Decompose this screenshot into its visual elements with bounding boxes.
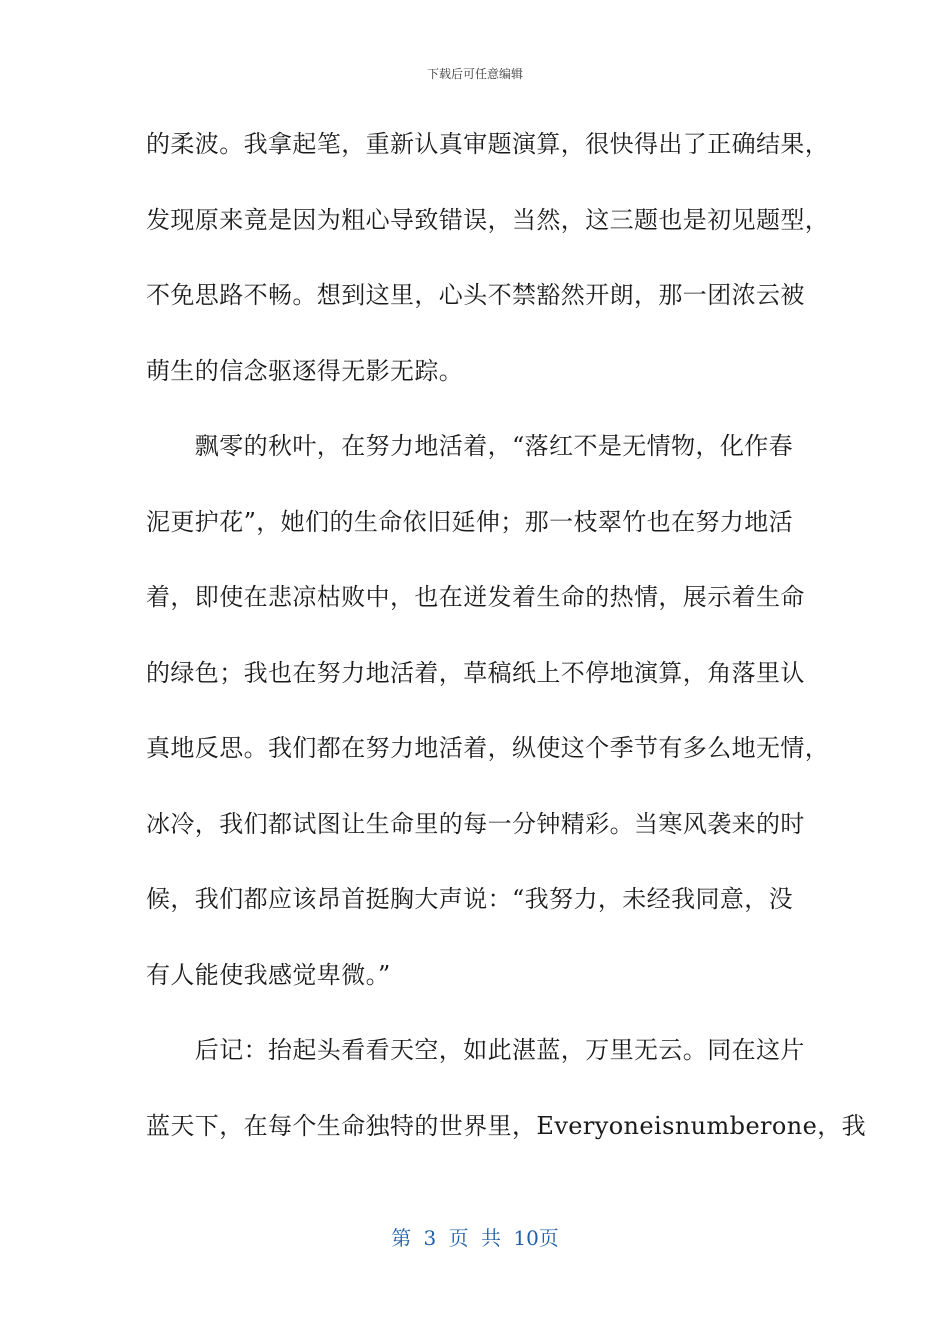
text-line: 不免思路不畅。想到这里，心头不禁豁然开朗，那一团浓云被 [146,281,805,309]
text-line: 着，即使在悲凉枯败中，也在迸发着生命的热情，展示着生命 [146,583,805,611]
text-line: 冰冷，我们都试图让生命里的每一分钟精彩。当寒风袭来的时 [146,809,805,838]
text-line: 发现原来竟是因为粗心导致错误，当然，这三题也是初见题型， [146,205,830,234]
text-line: 真地反思。我们都在努力地活着，纵使这个季节有多么地无情， [146,734,830,762]
text-line: 后记：抬起头看看天空，如此湛蓝，万里无云。同在这片 [146,1036,805,1064]
text-line: 的柔波。我拿起笔，重新认真审题演算，很快得出了正确结果， [146,130,830,158]
document-body [146,118,867,1175]
text-line: 萌生的信念驱逐得无影无踪。 [146,356,464,385]
text-line: 的绿色；我也在努力地活着，草稿纸上不停地演算，角落里认 [146,658,805,687]
page-header: 下载后可任意编辑 [426,67,523,81]
text-line: 候，我们都应该昂首挺胸大声说：“我努力，未经我同意，没 [146,885,794,913]
text-line: 泥更护花”，她们的生命依旧延伸；那一枝翠竹也在努力地活 [146,507,794,536]
text-line: 蓝天下，在每个生命独特的世界里，Everyoneisnumberone，我 [146,1111,867,1140]
page-number-footer: 第 3 页 共 10页 [391,1226,559,1250]
text-line: 有人能使我感觉卑微。” [146,960,391,989]
text-line: 飘零的秋叶，在努力地活着，“落红不是无情物，化作春 [146,432,794,460]
